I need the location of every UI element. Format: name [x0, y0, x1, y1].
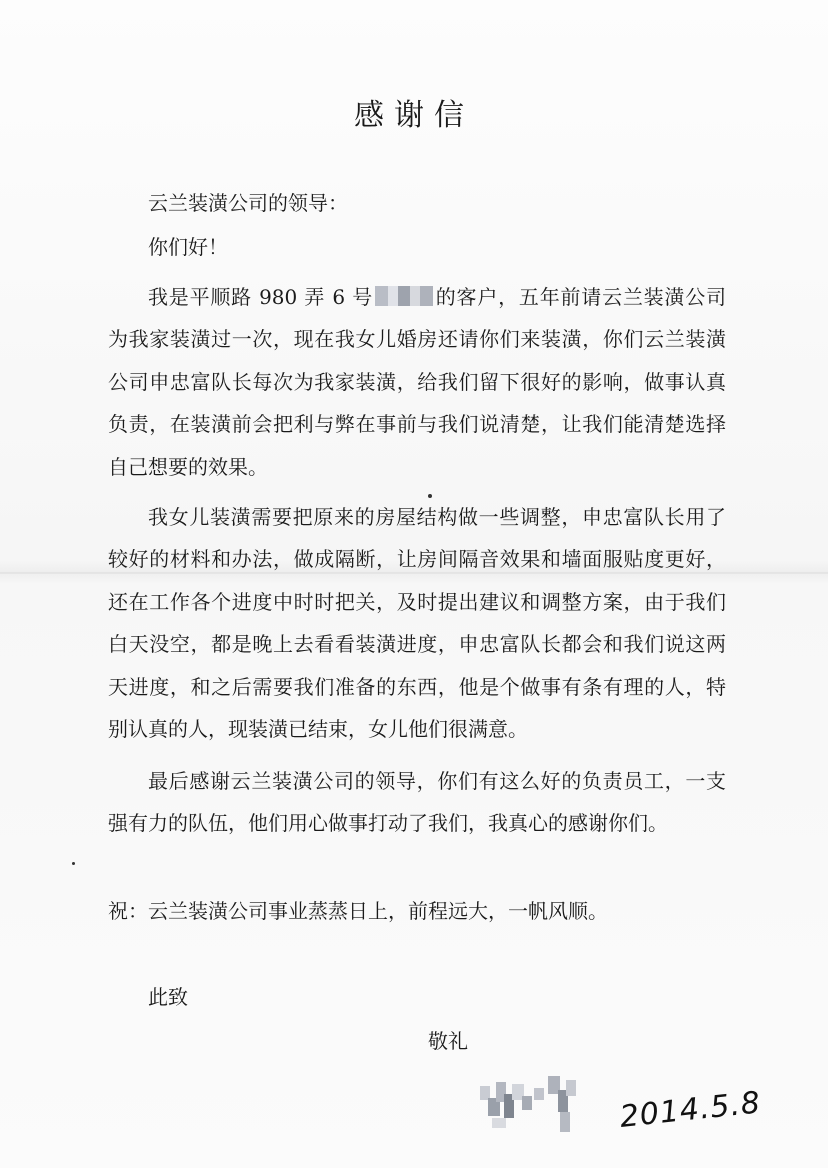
paper-speck	[428, 494, 432, 498]
blurred-signature	[476, 1068, 606, 1138]
paragraph-1-part-b: 的客户，五年前请云兰装潢公司为我家装潢过一次，现在我女儿婚房还请你们来装潢，你们云兰装潢公司申忠富队长每次为我家装潢，给我们留下很好的影响，做事认真负责，在装潢前会把利与弊在事前与我们说清楚，让我们能清楚选择自己想要的效果。	[108, 285, 727, 479]
signature-blur	[480, 1076, 576, 1132]
letter-greeting: 你们好！	[148, 235, 228, 259]
handwritten-date: 2014.5.8	[618, 1085, 763, 1135]
letter-paragraph-3: 最后感谢云兰装潢公司的领导，你们有这么好的负责员工，一支强有力的队伍，他们用心做事打动了我们，我真心的感谢你们。	[108, 769, 726, 836]
letter-salutation: 云兰装潢公司的领导：	[148, 191, 348, 215]
letter-title: 感谢信	[354, 98, 474, 133]
redacted-name-block	[375, 286, 433, 306]
letter-closing-2: 敬礼	[428, 1029, 468, 1053]
letter-closing-1: 此致	[148, 985, 188, 1009]
letter-paragraph-2: 我女儿装潢需要把原来的房屋结构做一些调整，申忠富队长用了较好的材料和办法，做成隔断，让房间隔音效果和墙面服贴度更好，还在工作各个进度中时时把关，及时提出建议和调整方案，由于我们白天没空，都是晚上去看看装潢进度，申忠富队长都会和我们说这两天进度，和之后需要我们准备的东西，他是个做事有条有理的人，特别认真的人，现装潢已结束，女儿他们很满意。	[108, 505, 726, 742]
letter-wish: 祝：云兰装潢公司事业蒸蒸日上，前程远大，一帆风顺。	[108, 899, 608, 923]
paragraph-1-part-a: 我是平顺路 980 弄 6 号	[148, 285, 373, 309]
paper-speck	[72, 862, 75, 865]
letter-paragraph-1	[108, 276, 726, 488]
